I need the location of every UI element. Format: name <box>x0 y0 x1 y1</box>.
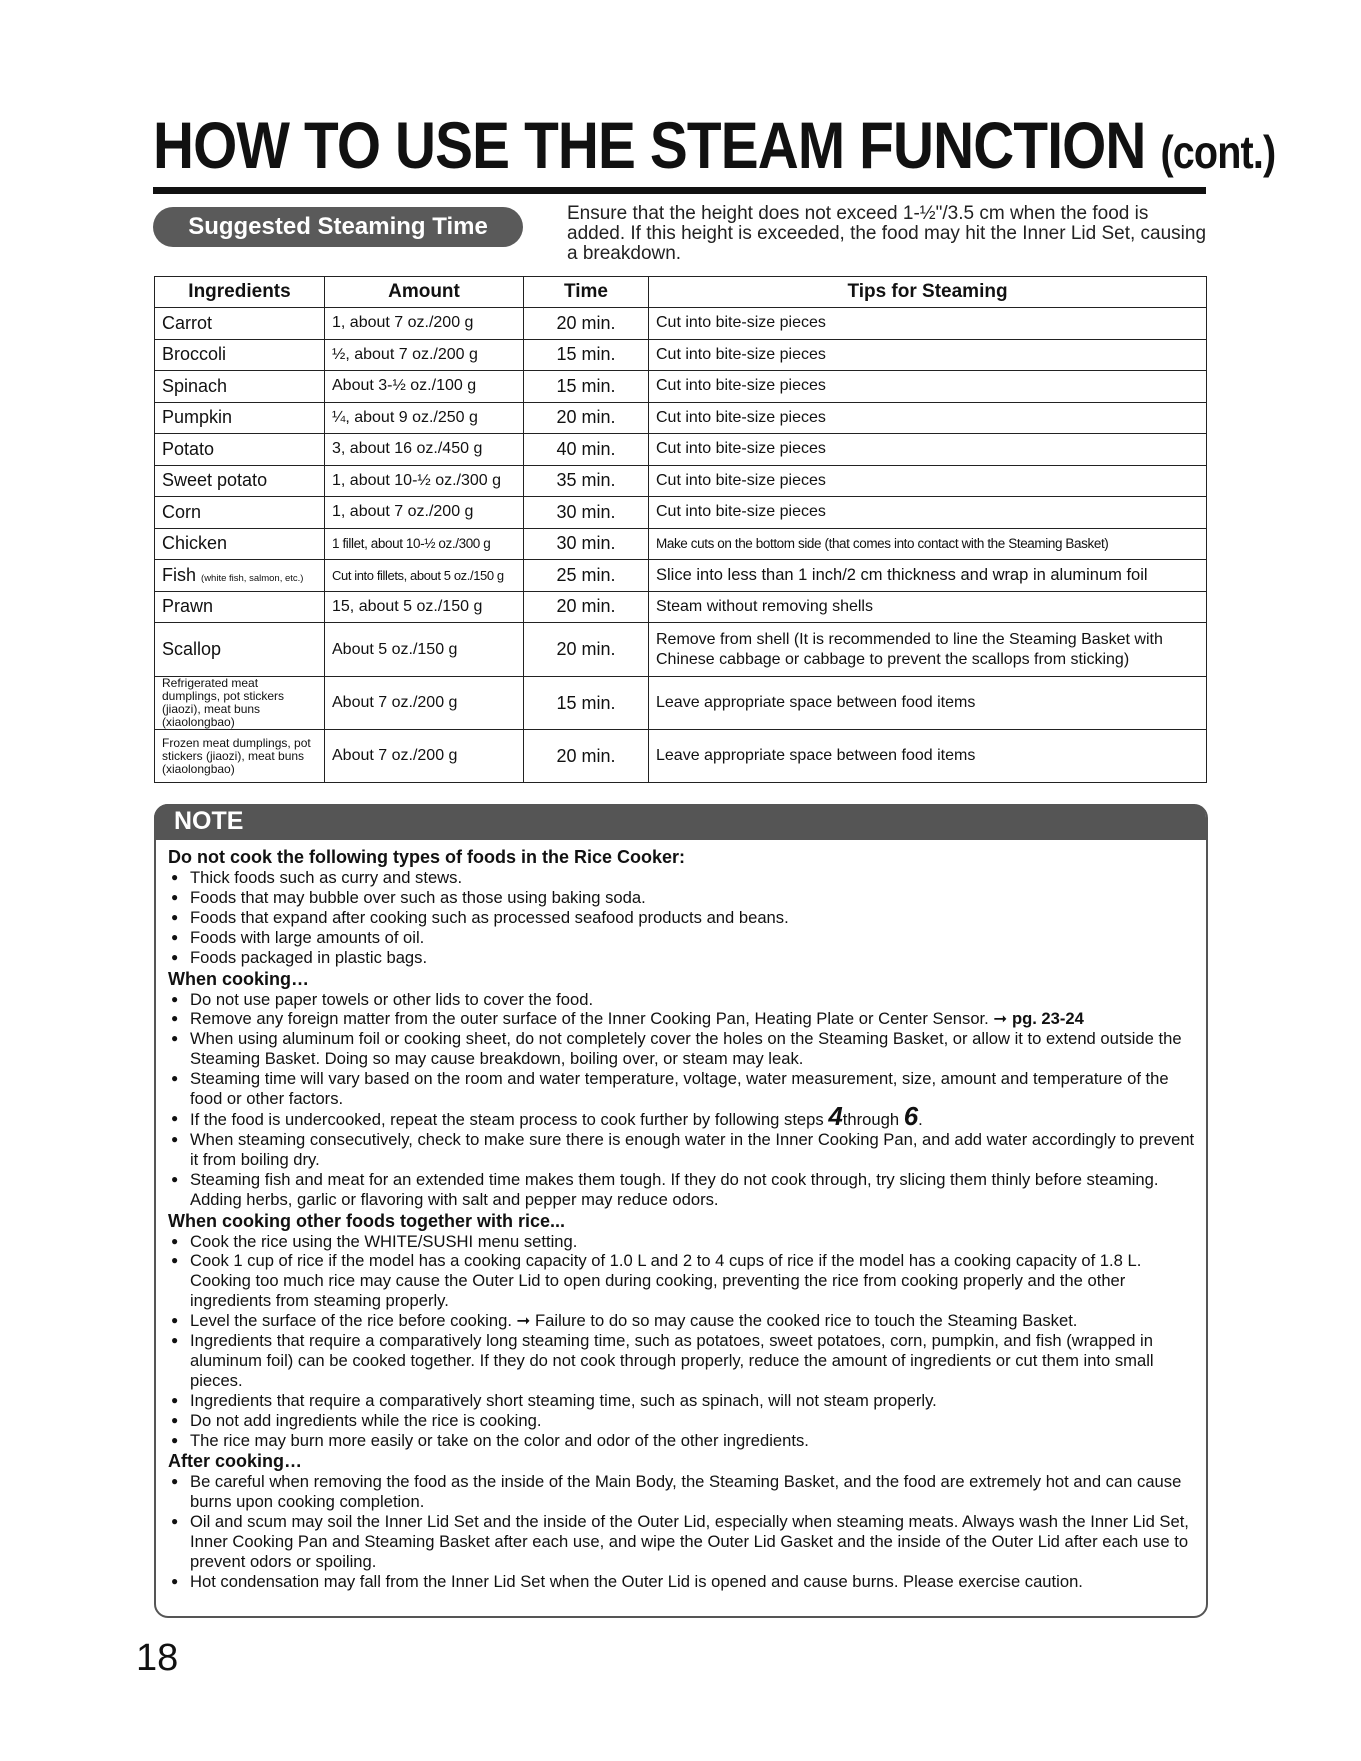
table-row <box>155 402 1207 434</box>
table-row <box>155 434 1207 466</box>
row-amount: 1, about 10-½ oz./300 g <box>325 465 524 497</box>
row-tip: Leave appropriate space between food items <box>649 677 1207 730</box>
table-row <box>155 465 1207 497</box>
row-ingredient: Corn <box>155 497 325 529</box>
table-row <box>155 677 1207 730</box>
list-item: ● Thick foods such as curry and stews. <box>168 868 1198 888</box>
row-tip: Slice into less than 1 inch/2 cm thickness and wrap in aluminum foil <box>649 560 1207 592</box>
list-item-text: Remove any foreign matter from the outer surface of the Inner Cooking Pan, Heating Plate or Center Sensor. <box>190 1009 989 1029</box>
note-list-with-rice <box>168 1232 1198 1451</box>
height-note: Ensure that the height does not exceed 1-½"/3.5 cm when the food is added. If this height is exceeded, the food may hit the Inner Lid Set, causing a breakdown. <box>567 203 1207 264</box>
steaming-time-table <box>154 276 1207 783</box>
list-item: ● Ingredients that require a comparatively long steaming time, such as potatoes, sweet potatoes, corn, pumpkin, and fish (wrapped in aluminum foil) can be cooked together. If they do not cook through properly, reduce the amount of ingredients or cut them into small pieces. <box>168 1331 1198 1391</box>
list-item-text: . <box>918 1109 923 1129</box>
row-amount: 1 fillet, about 10-½ oz./300 g <box>325 528 524 560</box>
row-tip: Remove from shell (It is recommended to line the Steaming Basket with Chinese cabbage or cabbage to prevent the scallops from sticking) <box>649 623 1207 677</box>
list-item: ● Foods packaged in plastic bags. <box>168 948 1198 968</box>
row-amount: ¼, about 9 oz./250 g <box>325 402 524 434</box>
table-row <box>155 339 1207 371</box>
list-item: ● Oil and scum may soil the Inner Lid Set and the inside of the Outer Lid, especially when steaming meats. Always wash the Inner Lid Set, Inner Cooking Pan and Steaming Basket after each use, and wipe the Outer Lid Gasket and the inside of the Outer Lid after each use to prevent odors or spoiling. <box>168 1512 1198 1572</box>
list-item: ● Be careful when removing the food as the inside of the Main Body, the Steaming Basket, and the food are extremely hot and can cause burns upon cooking completion. <box>168 1472 1198 1512</box>
list-item <box>168 1009 1198 1029</box>
table-header-row <box>155 277 1207 308</box>
row-amount: Cut into fillets, about 5 oz./150 g <box>325 560 524 592</box>
header-time: Time <box>524 277 649 308</box>
note-heading-with-rice: When cooking other foods together with rice... <box>168 1210 566 1231</box>
row-tip: Cut into bite-size pieces <box>649 497 1207 529</box>
table-row <box>155 371 1207 403</box>
row-amount: 3, about 16 oz./450 g <box>325 434 524 466</box>
row-tip: Cut into bite-size pieces <box>649 308 1207 340</box>
row-ingredient: Frozen meat dumplings, pot stickers (jiaozi), meat buns (xiaolongbao) <box>155 730 325 783</box>
row-amount: 1, about 7 oz./200 g <box>325 497 524 529</box>
header-amount: Amount <box>325 277 524 308</box>
table-row <box>155 560 1207 592</box>
list-item: ● Hot condensation may fall from the Inner Lid Set when the Outer Lid is opened and cause burns. Please exercise caution. <box>168 1572 1198 1592</box>
row-amount: About 3-½ oz./100 g <box>325 371 524 403</box>
list-item <box>168 1100 1198 1131</box>
list-item: ● Cook 1 cup of rice if the model has a cooking capacity of 1.0 L and 2 to 4 cups of rice if the model has a cooking capacity of 1.8 L. Cooking too much rice may cause the Outer Lid to open during cooking, preventing the rice from cooking properly and the other ingredients from steaming properly. <box>168 1251 1198 1311</box>
table-row <box>155 528 1207 560</box>
list-item: ● When using aluminum foil or cooking sheet, do not completely cover the holes on the Steaming Basket, or allow it to extend outside the Steaming Basket. Doing so may cause breakdown, boiling over, or steam may leak. <box>168 1029 1198 1069</box>
row-time: 20 min. <box>524 308 649 340</box>
table-row <box>155 308 1207 340</box>
table-row <box>155 623 1207 677</box>
note-header <box>154 804 1206 840</box>
row-ingredient: Potato <box>155 434 325 466</box>
table-row <box>155 497 1207 529</box>
row-ingredient: Sweet potato <box>155 465 325 497</box>
list-item: ● Do not use paper towels or other lids to cover the food. <box>168 990 1198 1010</box>
row-amount: 15, about 5 oz./150 g <box>325 591 524 623</box>
page-title-suffix: (cont.) <box>1160 126 1276 178</box>
list-item: ● Steaming time will vary based on the room and water temperature, voltage, water measurement, size, amount and temperature of the food or other factors. <box>168 1069 1198 1109</box>
row-time: 35 min. <box>524 465 649 497</box>
row-tip: Cut into bite-size pieces <box>649 402 1207 434</box>
row-ingredient: Carrot <box>155 308 325 340</box>
row-amount: About 7 oz./200 g <box>325 730 524 783</box>
row-time: 40 min. <box>524 434 649 466</box>
row-tip: Cut into bite-size pieces <box>649 465 1207 497</box>
note-list-after-cooking <box>168 1472 1198 1591</box>
row-time: 20 min. <box>524 591 649 623</box>
row-tip: Cut into bite-size pieces <box>649 434 1207 466</box>
note-label: NOTE <box>174 807 244 835</box>
row-time: 15 min. <box>524 371 649 403</box>
row-time: 15 min. <box>524 339 649 371</box>
header-tips: Tips for Steaming <box>649 277 1207 308</box>
row-ingredient: Scallop <box>155 623 325 677</box>
row-tip: Make cuts on the bottom side (that comes into contact with the Steaming Basket) <box>649 528 1207 560</box>
section-label: Suggested Steaming Time <box>153 207 523 247</box>
page-number: 18 <box>136 1637 179 1679</box>
row-ingredient: Pumpkin <box>155 402 325 434</box>
row-ingredient-note: (white fish, salmon, etc.) <box>201 572 304 584</box>
row-amount: About 5 oz./150 g <box>325 623 524 677</box>
row-time: 20 min. <box>524 730 649 783</box>
row-time: 30 min. <box>524 497 649 529</box>
row-amount: ½, about 7 oz./200 g <box>325 339 524 371</box>
row-time: 20 min. <box>524 623 649 677</box>
row-tip: Cut into bite-size pieces <box>649 339 1207 371</box>
list-item: ● Level the surface of the rice before cooking. ➞ Failure to do so may cause the cooked rice to touch the Steaming Basket. <box>168 1311 1198 1331</box>
row-amount: About 7 oz./200 g <box>325 677 524 730</box>
header-ingredients: Ingredients <box>155 277 325 308</box>
row-ingredient: Refrigerated meat dumplings, pot stickers (jiaozi), meat buns (xiaolongbao) <box>155 677 325 730</box>
row-tip: Leave appropriate space between food items <box>649 730 1207 783</box>
page-title-main: HOW TO USE THE STEAM FUNCTION <box>153 108 1146 182</box>
page-reference: pg. 23-24 <box>1011 1009 1084 1029</box>
list-item: ● Cook the rice using the WHITE/SUSHI menu setting. <box>168 1232 1198 1252</box>
note-list-do-not-cook <box>168 868 1198 968</box>
page-title <box>153 108 1276 182</box>
list-item: ● Ingredients that require a comparatively short steaming time, such as spinach, will not steam properly. <box>168 1391 1198 1411</box>
row-ingredient-name: Fish <box>162 564 197 585</box>
table-row <box>155 730 1207 783</box>
row-ingredient <box>155 560 325 592</box>
arrow-icon: ➞ <box>993 1009 1008 1029</box>
note-body <box>168 846 1198 1592</box>
row-ingredient: Chicken <box>155 528 325 560</box>
row-ingredient: Prawn <box>155 591 325 623</box>
note-list-when-cooking <box>168 990 1198 1210</box>
list-item: ● The rice may burn more easily or take on the color and odor of the other ingredients. <box>168 1431 1198 1451</box>
list-item-text: through <box>842 1109 900 1129</box>
row-time: 30 min. <box>524 528 649 560</box>
list-item: ● Foods that expand after cooking such as processed seafood products and beans. <box>168 908 1198 928</box>
list-item: ● Foods that may bubble over such as those using baking soda. <box>168 888 1198 908</box>
row-ingredient: Broccoli <box>155 339 325 371</box>
note-heading-do-not-cook: Do not cook the following types of foods in the Rice Cooker: <box>168 847 686 867</box>
table-row <box>155 591 1207 623</box>
row-tip: Cut into bite-size pieces <box>649 371 1207 403</box>
row-time: 20 min. <box>524 402 649 434</box>
row-tip: Steam without removing shells <box>649 591 1207 623</box>
note-heading-after-cooking: After cooking… <box>168 1451 303 1472</box>
step-number: 6 <box>903 1100 919 1131</box>
row-time: 25 min. <box>524 560 649 592</box>
list-item: ● Foods with large amounts of oil. <box>168 928 1198 948</box>
list-item-text: If the food is undercooked, repeat the steam process to cook further by following steps <box>190 1109 824 1129</box>
step-number: 4 <box>828 1100 843 1131</box>
note-heading-when-cooking: When cooking… <box>168 968 309 989</box>
row-amount: 1, about 7 oz./200 g <box>325 308 524 340</box>
row-ingredient: Spinach <box>155 371 325 403</box>
list-item: ● Steaming fish and meat for an extended time makes them tough. If they do not cook through, try slicing them thinly before steaming. Adding herbs, garlic or flavoring with salt and pepper may reduce odors. <box>168 1170 1198 1210</box>
title-rule <box>153 187 1206 194</box>
row-time: 15 min. <box>524 677 649 730</box>
list-item: ● When steaming consecutively, check to make sure there is enough water in the Inner Cooking Pan, and add water accordingly to prevent it from boiling dry. <box>168 1130 1198 1170</box>
list-item: ● Do not add ingredients while the rice is cooking. <box>168 1411 1198 1431</box>
